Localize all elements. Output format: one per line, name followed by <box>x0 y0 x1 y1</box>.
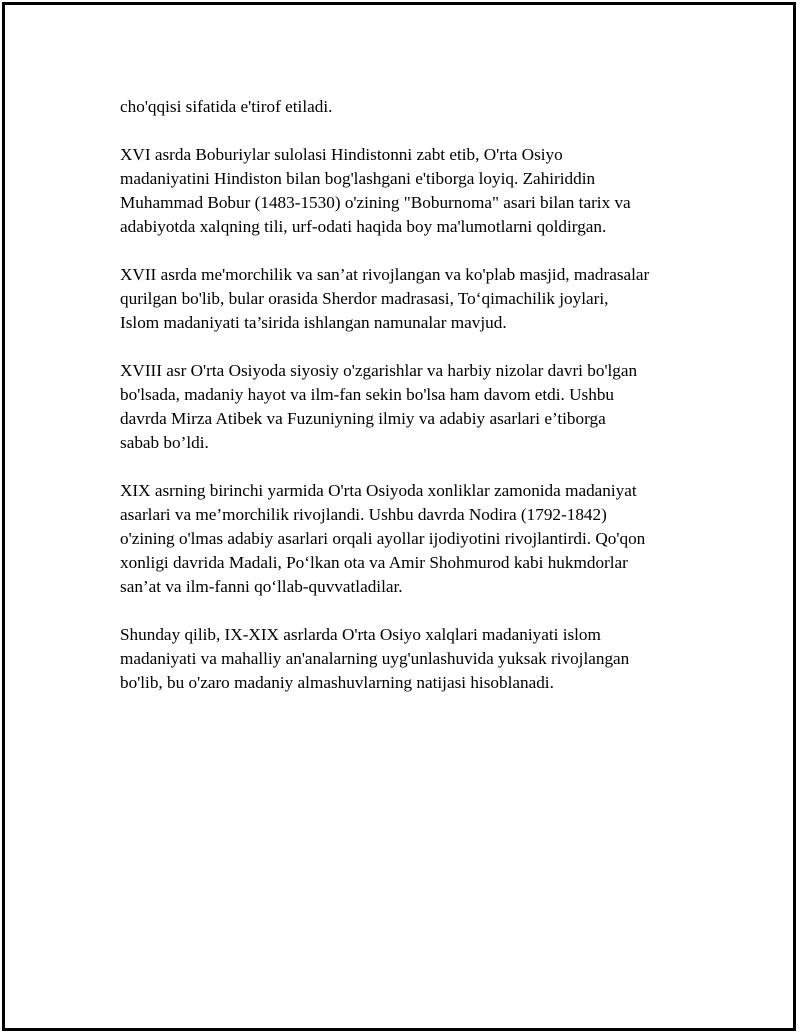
text-line: cho'qqisi sifatida e'tirof etiladi. <box>120 97 333 116</box>
text-line: qurilgan bo'lib, bular orasida Sherdor madrasasi, To‘qimachilik joylari, <box>120 289 609 308</box>
paragraph-conclusion <box>120 623 705 695</box>
text-line: madaniyati va mahalliy an'analarning uyg'unlashuvida yuksak rivojlangan <box>120 649 630 668</box>
text-line: san’at va ilm-fanni qo‘llab-quvvatladilar. <box>120 577 403 596</box>
paragraph-xix-century <box>120 479 705 599</box>
text-line: xonligi davrida Madali, Po‘lkan ota va Amir Shohmurod kabi hukmdorlar <box>120 553 628 572</box>
text-line: davrda Mirza Atibek va Fuzuniyning ilmiy va adabiy asarlari e’tiborga <box>120 409 606 428</box>
text-line: Shunday qilib, IX-XIX asrlarda O'rta Osiyo xalqlari madaniyati islom <box>120 625 601 644</box>
text-line: o'zining o'lmas adabiy asarlari orqali ayollar ijodiyotini rivojlantirdi. Qo'qon <box>120 529 646 548</box>
text-line: XVI asrda Boburiylar sulolasi Hindistonni zabt etib, O'rta Osiyo <box>120 145 563 164</box>
document-body <box>120 95 705 719</box>
text-line: XVIII asr O'rta Osiyoda siyosiy o'zgarishlar va harbiy nizolar davri bo'lgan <box>120 361 638 380</box>
text-line: XVII asrda me'morchilik va san’at rivojlangan va ko'plab masjid, madrasalar <box>120 265 650 284</box>
text-line: madaniyatini Hindiston bilan bog'lashgani e'tiborga loyiq. Zahiriddin <box>120 169 596 188</box>
paragraph-xviii-century <box>120 359 705 455</box>
text-line: Muhammad Bobur (1483-1530) o'zining "Boburnoma" asari bilan tarix va <box>120 193 631 212</box>
paragraph-xvii-century <box>120 263 705 335</box>
paragraph-intro-continuation <box>120 95 705 119</box>
text-line: adabiyotda xalqning tili, urf-odati haqida boy ma'lumotlarni qoldirgan. <box>120 217 607 236</box>
text-line: Islom madaniyati ta’sirida ishlangan namunalar mavjud. <box>120 313 507 332</box>
page-frame <box>2 2 796 1031</box>
text-line: bo'lib, bu o'zaro madaniy almashuvlarning natijasi hisoblanadi. <box>120 673 554 692</box>
text-line: sabab bo’ldi. <box>120 433 209 452</box>
text-line: asarlari va me’morchilik rivojlandi. Ushbu davrda Nodira (1792-1842) <box>120 505 607 524</box>
text-line: bo'lsada, madaniy hayot va ilm-fan sekin bo'lsa ham davom etdi. Ushbu <box>120 385 615 404</box>
paragraph-xvi-century <box>120 143 705 239</box>
text-line: XIX asrning birinchi yarmida O'rta Osiyoda xonliklar zamonida madaniyat <box>120 481 637 500</box>
